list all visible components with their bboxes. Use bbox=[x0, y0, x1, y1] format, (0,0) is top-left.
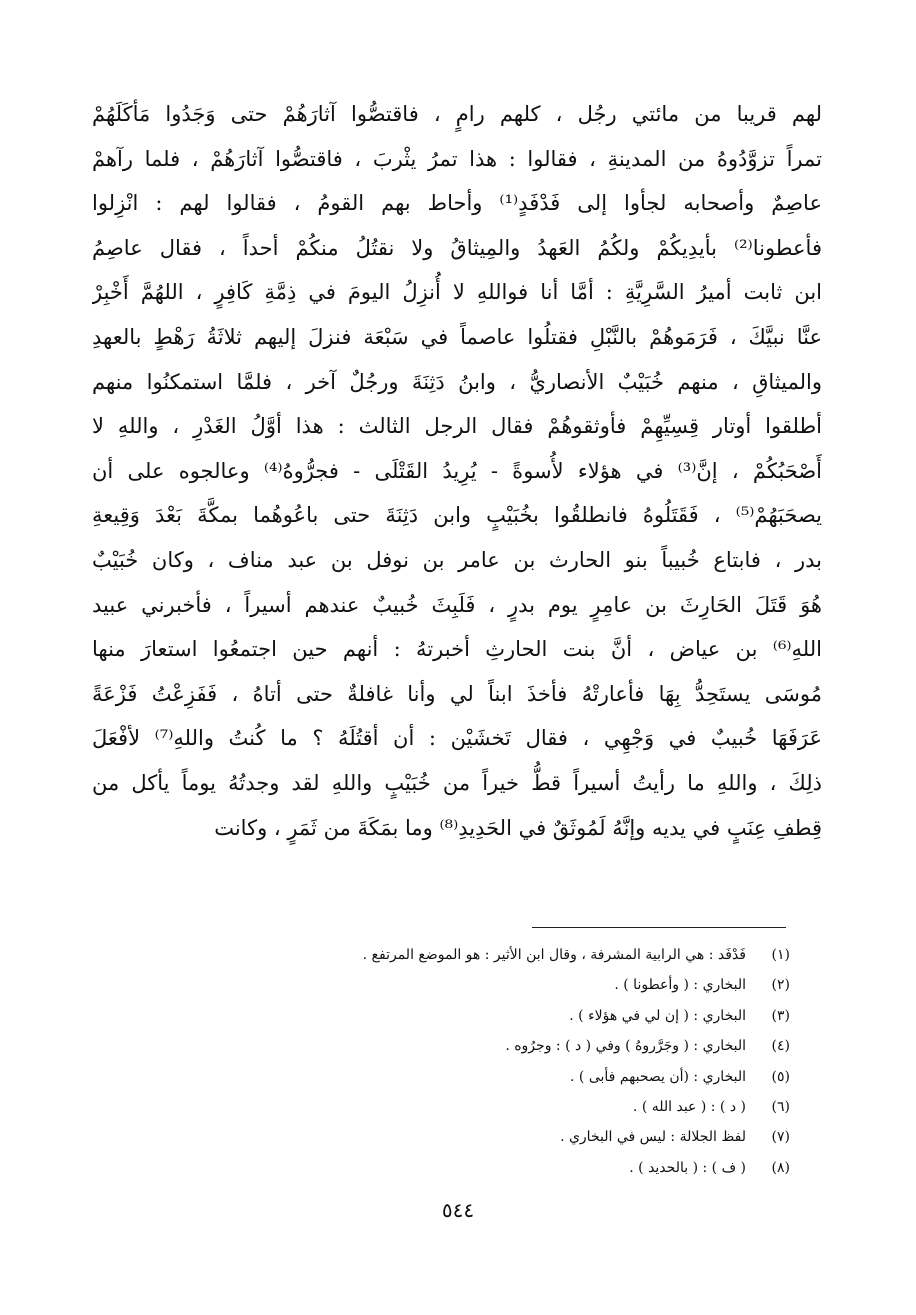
footnotes bbox=[150, 940, 790, 1183]
text-line: لهم قريبا من مائتي رجُل ، كلهم رامٍ ، فاقتصُّوا آثارَهُمْ حتى وَجَدُوا مَأكَلَهُمْ bbox=[92, 102, 822, 126]
footnote-text: البخاري : ( وجَرَّروهُ ) وفي ( د ) : وجرُوه . bbox=[505, 1038, 746, 1055]
text-line: ابن ثابت أميرُ السَّرِيَّةِ : أمَّا أنا فواللهِ لا أُنزِلُ اليومَ في ذِمَّةِ كَافِرٍ ، اللهُمَّ أَخْبِرْ bbox=[92, 280, 822, 305]
footnote-number: (٣) bbox=[771, 1007, 790, 1024]
text-line: أَصْحَبُكُمْ ، إنَّ⁽³⁾ في هؤلاء لأُسوةً - يُرِيدُ القَتْلَى - فجرُّوهُ⁽⁴⁾ وعالجوه على أن bbox=[92, 458, 822, 483]
footnote-text: ( د ) : ( عبد الله ) . bbox=[632, 1098, 746, 1115]
footnote bbox=[150, 1092, 790, 1122]
text-line: فأعطونا⁽²⁾ بأيدِيكُمْ ولكُمُ العَهدُ والمِيثاقُ ولا نقتُلُ منكُمْ أحداً ، فقال عاصِمُ bbox=[92, 235, 822, 260]
footnote bbox=[150, 1031, 790, 1061]
footnote-number: (٨) bbox=[771, 1159, 790, 1176]
footnote bbox=[150, 1153, 790, 1183]
text-line: أطلقوا أوتار قِسِيِّهِمْ فأوثقوهُمْ فقال الرجل الثالث : هذا أوَّلُ الغَدْرِ ، واللهِ لا bbox=[92, 414, 822, 439]
footnote-number: (٢) bbox=[771, 977, 790, 994]
footnote-text: البخاري : ( إن لي في هؤلاء ) . bbox=[569, 1007, 746, 1024]
footnote-number: (٧) bbox=[771, 1129, 790, 1146]
text-line: مُوسَى يستَحِدُّ بِهَا فأعارتْهُ فأخذَ ابناً لي وأنا غافلةٌ حتى أتاهُ ، فَفَزِعْتُ فَزْعَةً bbox=[92, 681, 822, 706]
main-text bbox=[92, 92, 822, 850]
footnote-text: فَدْفَد : هي الرابية المشرفة ، وقال ابن الأثير : هو الموضع المرتفع . bbox=[362, 947, 746, 963]
footnote bbox=[150, 1001, 790, 1031]
footnote-number: (٥) bbox=[771, 1068, 790, 1085]
footnote-divider bbox=[532, 927, 786, 928]
text-line: عاصِمٌ وأصحابه لجأوا إلى فَدْفَدٍ⁽¹⁾ وأحاط بهم القومُ ، فقالوا لهم : انْزِلوا bbox=[92, 191, 822, 216]
text-line: عنَّا نبيَّكَ ، فَرَمَوهُمْ بالنَّبْلِ فقتلُوا عاصماً في سَبْعَة فنزلَ إليهم ثلاثَةُ رَهْطٍ بالعهدِ bbox=[92, 324, 822, 349]
text-line: ذلِكَ ، واللهِ ما رأيتُ أسيراً قطُّ خيراً من خُبَيْبٍ واللهِ لقد وجدتُهُ يوماً يأكل من bbox=[92, 770, 822, 795]
text-line: هُوَ قَتَلَ الحَارِثَ بن عامِرٍ يوم بدرٍ ، فَلَبِثَ خُبيبٌ عندهم أسيراً ، فأخبرني عبيد bbox=[92, 592, 822, 617]
text-line: عَرَفَهَا خُبيبٌ في وَجْهِي ، فقال تَخشَيْن : أن أقتُلَهُ ؟ ما كُنتُ واللهِ⁽⁷⁾ لأفْعَلَ bbox=[92, 726, 822, 751]
text-line: اللهِ⁽⁶⁾ بن عياض ، أنَّ بنت الحارثِ أخبرتهُ : أنهم حين اجتمعُوا استعارَ منها bbox=[92, 637, 822, 662]
footnote bbox=[150, 1062, 790, 1092]
text-line: يصحَبَهُمْ⁽⁵⁾ ، فَقَتَلُوهُ فانطلقُوا بخُبَيْبٍ وابن دَثِنَةَ حتى باعُوهُما بمكَّةَ بَعْدَ وَقِيعةِ bbox=[92, 503, 822, 528]
footnote-number: (١) bbox=[771, 947, 790, 963]
text-line: والميثاقِ ، منهم خُبَيْبٌ الأنصاريُّ ، وابنُ دَثِنَةَ ورجُلٌ آخر ، فلمَّا استمكنُوا منهم bbox=[92, 369, 822, 394]
footnote-number: (٦) bbox=[771, 1098, 790, 1115]
footnote-text: البخاري : (أن يصحبهم فأبى ) . bbox=[570, 1068, 746, 1085]
footnote-text: لفظ الجلالة : ليس في البخاري . bbox=[560, 1129, 746, 1146]
footnote bbox=[150, 940, 790, 970]
page-number: ٥٤٤ bbox=[441, 1198, 475, 1222]
footnote bbox=[150, 970, 790, 1000]
footnote-text: البخاري : ( وأعطونا ) . bbox=[614, 977, 746, 994]
text-line: بدر ، فابتاع خُبيباً بنو الحارث بن عامر بن نوفل بن عبد مناف ، وكان خُبَيْبٌ bbox=[92, 547, 822, 572]
footnote bbox=[150, 1122, 790, 1152]
footnote-text: ( ف ) : ( بالحديد ) . bbox=[629, 1159, 746, 1176]
text-line: تمراً تزوَّدُوهُ من المدينةِ ، فقالوا : هذا تمرُ يثْربَ ، فاقتصُّوا آثارَهُمْ ، فلما رآهمْ bbox=[92, 146, 822, 171]
text-line: قِطفِ عِنَبٍ في يديه وإنَّهُ لَمُوثَقٌ في الحَدِيدِ⁽⁸⁾ وما بمَكَةَ من ثَمَرٍ ، وكانت bbox=[214, 815, 822, 840]
footnote-number: (٤) bbox=[771, 1038, 790, 1055]
